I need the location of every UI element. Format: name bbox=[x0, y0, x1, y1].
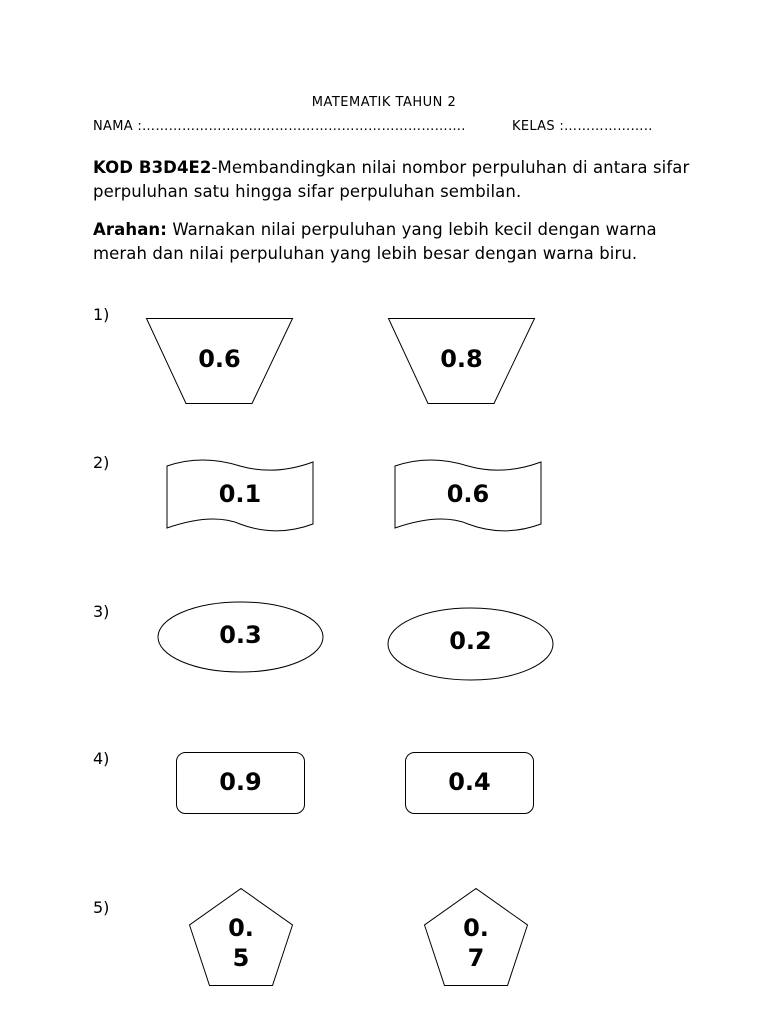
name-blank: ………………………………………………………………. bbox=[142, 119, 466, 134]
objective-code: KOD B3D4E2 bbox=[93, 158, 212, 177]
decimal-value-right: 0.8 bbox=[440, 345, 483, 373]
name-label: NAMA : bbox=[93, 119, 143, 134]
decimal-value-left: 0.6 bbox=[198, 345, 241, 373]
pentagon-shape-left[interactable] bbox=[189, 888, 293, 986]
question-number-5: 5) bbox=[93, 898, 110, 917]
question-number-2: 2) bbox=[93, 453, 110, 472]
decimal-value-right bbox=[424, 913, 528, 973]
decimal-value-left: 0.3 bbox=[219, 621, 262, 649]
question-number-1: 1) bbox=[93, 305, 110, 324]
instruction-paragraph bbox=[93, 218, 693, 266]
rounded-rectangle-right[interactable] bbox=[405, 752, 534, 814]
decimal-value-left-line2: 5 bbox=[232, 944, 250, 972]
worksheet-title: MATEMATIK TAHUN 2 bbox=[311, 95, 457, 110]
question-number-4: 4) bbox=[93, 749, 110, 768]
decimal-value-left: 0.9 bbox=[219, 768, 262, 796]
wave-banner-left[interactable] bbox=[166, 458, 314, 532]
question-number-3: 3) bbox=[93, 602, 110, 621]
decimal-value-right-line1: 0. bbox=[463, 914, 489, 942]
class-field bbox=[512, 119, 653, 134]
trapezoid-shape-left[interactable] bbox=[146, 318, 293, 404]
instruction-text: Warnakan nilai perpuluhan yang lebih kecil dengan warna merah dan nilai perpuluhan yang lebih besar dengan warna biru. bbox=[93, 220, 657, 263]
trapezoid-shape-right[interactable] bbox=[388, 318, 535, 404]
objective-text: -Membandingkan nilai nombor perpuluhan di antara sifar perpuluhan satu hingga sifar perpuluhan sembilan. bbox=[93, 158, 690, 201]
decimal-value-right-line2: 7 bbox=[467, 944, 485, 972]
wave-banner-right[interactable] bbox=[394, 458, 542, 532]
decimal-value-left-line1: 0. bbox=[228, 914, 254, 942]
rounded-rectangle-left[interactable] bbox=[176, 752, 305, 814]
decimal-value-left: 0.1 bbox=[218, 480, 262, 508]
name-field bbox=[93, 119, 466, 134]
oval-shape-left[interactable] bbox=[157, 601, 324, 673]
pentagon-shape-right[interactable] bbox=[424, 888, 528, 986]
decimal-value-right: 0.4 bbox=[448, 768, 491, 796]
class-label: KELAS : bbox=[512, 119, 565, 134]
objective-paragraph bbox=[93, 156, 693, 204]
oval-shape-right[interactable] bbox=[387, 607, 554, 681]
instruction-label: Arahan: bbox=[93, 220, 167, 239]
decimal-value-right: 0.2 bbox=[449, 627, 492, 655]
decimal-value-right: 0.6 bbox=[446, 480, 490, 508]
decimal-value-left bbox=[189, 913, 293, 973]
class-blank: ……………….. bbox=[564, 119, 653, 134]
